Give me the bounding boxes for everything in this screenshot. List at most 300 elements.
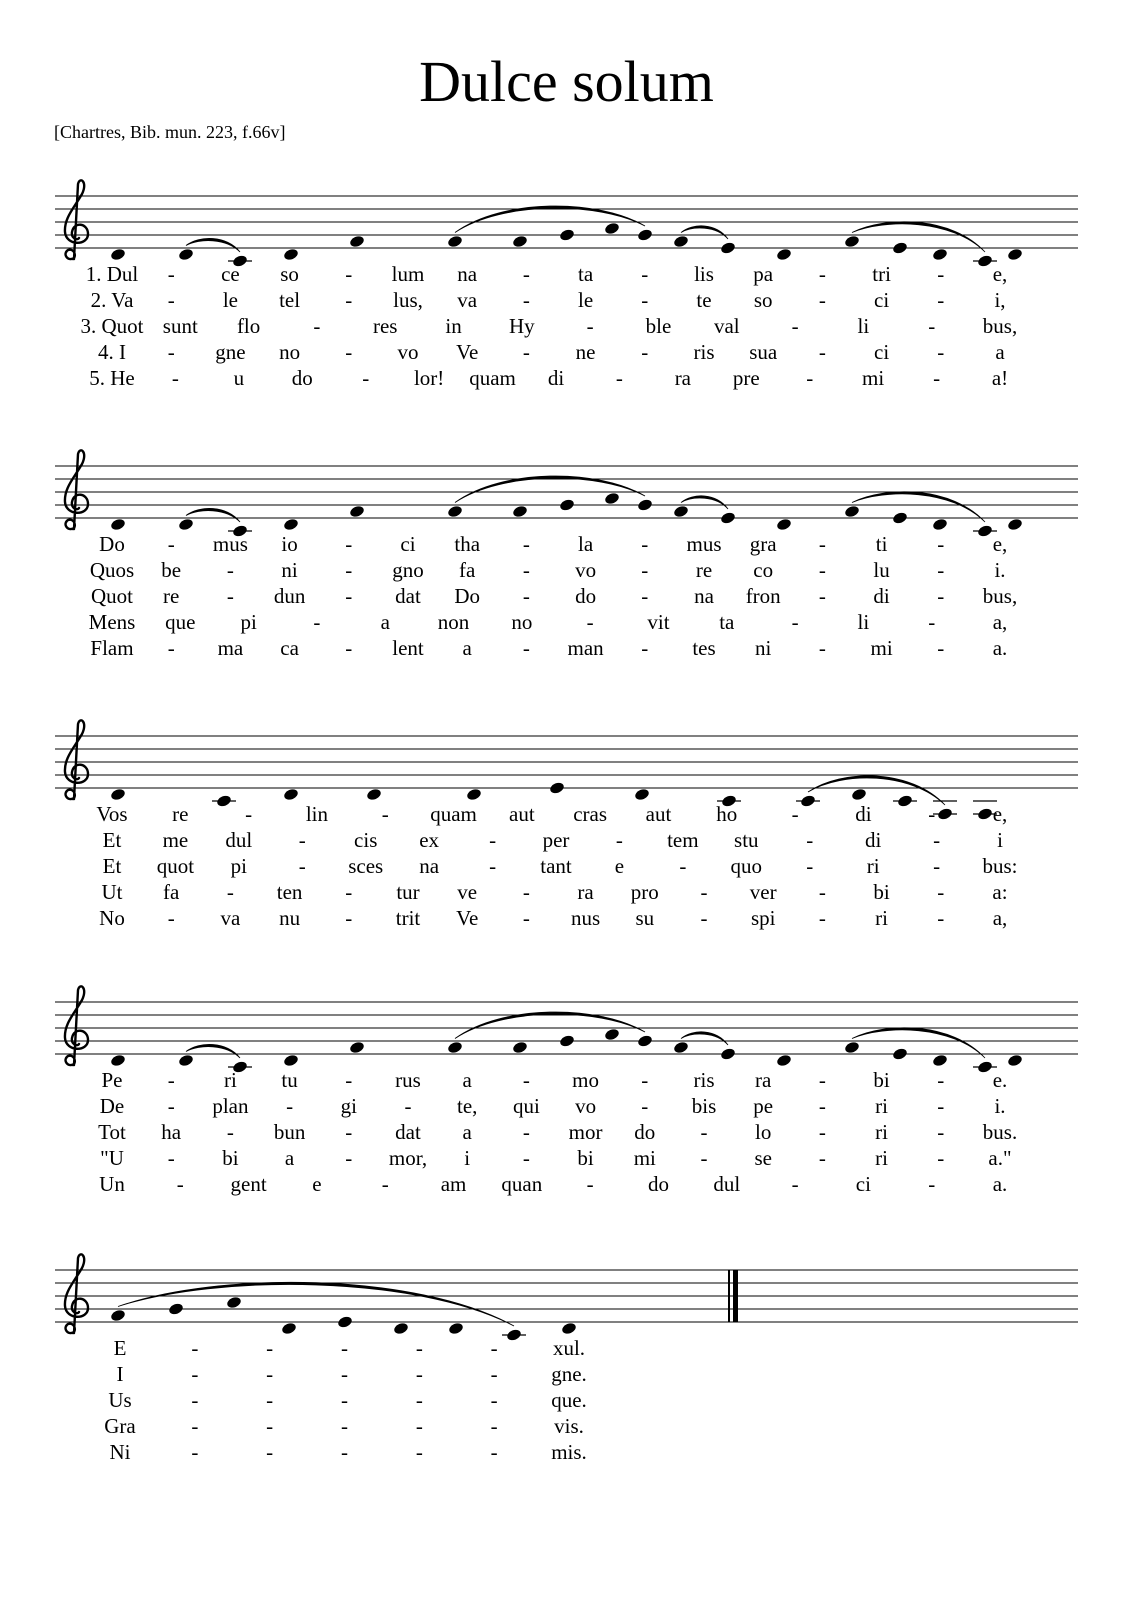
final-barline: [733, 1270, 738, 1322]
syllable-hyphen: -: [615, 828, 623, 852]
syllable-hyphen: -: [226, 584, 234, 608]
syllable-hyphen: -: [490, 1336, 498, 1360]
lyric-syllable: pi: [230, 854, 248, 878]
lyric-syllable: mi: [862, 366, 885, 390]
lyric-syllable: Quot: [91, 584, 133, 608]
lyric-syllable: ni: [281, 558, 298, 582]
syllable-hyphen: -: [933, 366, 941, 390]
lyric-syllable: gra: [749, 532, 777, 556]
lyric-syllable: e: [614, 854, 625, 878]
lyric-syllable: lo: [755, 1120, 772, 1144]
lyric-syllable: le: [222, 288, 238, 312]
syllable-hyphen: -: [167, 532, 175, 556]
syllable-hyphen: -: [191, 1388, 199, 1412]
lyric-syllable: flo: [236, 314, 261, 338]
lyric-syllable: 1. Dul: [85, 262, 139, 286]
syllable-hyphen: -: [345, 584, 353, 608]
note-head: [604, 491, 621, 505]
syllable-hyphen: -: [313, 610, 321, 634]
note-head: [168, 1302, 185, 1316]
lyric-syllable: na: [457, 262, 478, 286]
treble-clef: [65, 986, 88, 1065]
lyric-syllable: dun: [273, 584, 306, 608]
syllable-hyphen: -: [191, 1336, 199, 1360]
lyric-syllable: lu: [873, 558, 890, 582]
syllable-hyphen: -: [928, 610, 936, 634]
lyric-syllable: a!: [991, 366, 1009, 390]
syllable-hyphen: -: [806, 854, 814, 878]
lyric-syllable: Hy: [509, 314, 535, 338]
slur: [186, 508, 240, 522]
syllable-hyphen: -: [341, 1388, 348, 1412]
syllable-hyphen: -: [415, 1440, 423, 1464]
note-head: [110, 517, 127, 531]
note-head: [637, 228, 654, 242]
lyric-syllable: 4. I: [98, 340, 126, 364]
lyric-syllable: vo: [575, 1094, 597, 1118]
syllable-hyphen: -: [345, 532, 353, 556]
syllable-hyphen: -: [586, 610, 594, 634]
syllable-hyphen: -: [226, 880, 234, 904]
syllable-hyphen: -: [345, 906, 353, 930]
note-head: [337, 1315, 354, 1329]
lyric-syllable: di: [864, 828, 882, 852]
syllable-hyphen: -: [345, 340, 353, 364]
lyric-syllable: u: [233, 366, 245, 390]
syllable-hyphen: -: [818, 906, 826, 930]
lyric-syllable: gno: [392, 558, 424, 582]
note-head: [851, 787, 868, 801]
lyric-syllable: do: [634, 1120, 656, 1144]
lyric-syllable: lent: [392, 636, 424, 660]
lyric-syllable: mor,: [388, 1146, 428, 1170]
lyric-syllable: ca: [280, 636, 299, 660]
syllable-hyphen: -: [345, 1120, 353, 1144]
syllable-hyphen: -: [641, 262, 649, 286]
syllable-hyphen: -: [522, 1120, 530, 1144]
lyric-syllable: dul: [225, 828, 253, 852]
staff-system: [55, 720, 1078, 930]
note-head: [800, 794, 817, 808]
note-head: [512, 504, 529, 518]
syllable-hyphen: -: [641, 532, 649, 556]
syllable-hyphen: -: [818, 1120, 826, 1144]
lyric-syllable: tes: [692, 636, 716, 660]
syllable-hyphen: -: [345, 1068, 353, 1092]
slur: [852, 492, 985, 522]
syllable-hyphen: -: [404, 1094, 412, 1118]
syllable-hyphen: -: [806, 828, 814, 852]
note-head: [932, 247, 949, 261]
syllable-hyphen: -: [415, 1336, 423, 1360]
note-head: [447, 234, 464, 248]
note-head: [283, 517, 300, 531]
note-head: [673, 504, 690, 518]
note-head: [366, 787, 383, 801]
note-head: [110, 247, 127, 261]
lyric-syllable: lum: [391, 262, 425, 286]
lyric-syllable: so: [753, 288, 773, 312]
lyric-syllable: ra: [577, 880, 594, 904]
lyric-syllable: ra: [674, 366, 692, 390]
lyric-syllable: pro: [630, 880, 659, 904]
lyric-syllable: quam: [469, 366, 516, 390]
lyric-syllable: dat: [395, 584, 421, 608]
syllable-hyphen: -: [522, 1146, 530, 1170]
lyric-syllable: su: [635, 906, 655, 930]
lyric-syllable: a,: [992, 906, 1008, 930]
note-head: [349, 504, 366, 518]
syllable-hyphen: -: [490, 1440, 498, 1464]
lyric-syllable: tri: [872, 262, 891, 286]
lyric-syllable: ni: [755, 636, 772, 660]
syllable-hyphen: -: [167, 636, 175, 660]
lyric-syllable: Quos: [89, 558, 135, 582]
lyric-syllable: tha: [454, 532, 481, 556]
lyric-syllable: ten: [276, 880, 303, 904]
source-citation: [Chartres, Bib. mun. 223, f.66v]: [54, 122, 286, 142]
note-head: [720, 241, 737, 255]
lyric-syllable: a.": [988, 1146, 1012, 1170]
lyric-syllable: pa: [753, 262, 774, 286]
slur: [852, 1028, 985, 1058]
syllable-hyphen: -: [641, 340, 649, 364]
syllable-hyphen: -: [615, 366, 623, 390]
syllable-hyphen: -: [167, 1146, 175, 1170]
syllable-hyphen: -: [818, 1146, 826, 1170]
syllable-hyphen: -: [700, 1146, 708, 1170]
syllable-hyphen: -: [586, 314, 594, 338]
lyric-syllable: res: [372, 314, 398, 338]
lyric-syllable: di: [855, 802, 872, 826]
syllable-hyphen: -: [191, 1440, 199, 1464]
note-head: [110, 787, 127, 801]
lyric-syllable: lus,: [393, 288, 423, 312]
page-title: Dulce solum: [419, 49, 714, 114]
note-head: [776, 517, 793, 531]
syllable-hyphen: -: [700, 906, 708, 930]
lyric-syllable: rus: [395, 1068, 421, 1092]
lyric-syllable: lis: [694, 262, 714, 286]
lyric-syllable: e.: [992, 1068, 1008, 1092]
note-head: [178, 517, 195, 531]
note-head: [281, 1321, 298, 1335]
syllable-hyphen: -: [937, 584, 945, 608]
lyric-syllable: que: [165, 610, 196, 634]
lyric-syllable: ta: [719, 610, 735, 634]
syllable-hyphen: -: [266, 1336, 274, 1360]
note-head: [466, 787, 483, 801]
note-head: [559, 1034, 576, 1048]
lyric-syllable: na: [419, 854, 440, 878]
syllable-hyphen: -: [226, 558, 234, 582]
syllable-hyphen: -: [937, 1120, 945, 1144]
staff-system: [55, 450, 1078, 660]
lyric-syllable: a.: [992, 1172, 1008, 1196]
syllable-hyphen: -: [522, 906, 530, 930]
lyric-syllable: I: [116, 1362, 124, 1386]
syllable-hyphen: -: [341, 1336, 348, 1360]
syllable-hyphen: -: [167, 1094, 175, 1118]
syllable-hyphen: -: [818, 288, 826, 312]
lyric-syllable: io: [281, 532, 298, 556]
lyric-syllable: gne: [215, 340, 246, 364]
note-head: [349, 1040, 366, 1054]
lyric-syllable: spi: [750, 906, 776, 930]
note-head: [1007, 247, 1024, 261]
lyric-syllable: non: [437, 610, 470, 634]
syllable-hyphen: -: [522, 288, 530, 312]
syllable-hyphen: -: [641, 584, 649, 608]
syllable-hyphen: -: [490, 1388, 498, 1412]
syllable-hyphen: -: [928, 314, 936, 338]
lyric-syllable: ce: [221, 262, 240, 286]
lyric-syllable: pi: [240, 610, 257, 634]
syllable-hyphen: -: [362, 366, 370, 390]
syllable-hyphen: -: [791, 802, 799, 826]
lyric-syllable: dat: [395, 1120, 421, 1144]
lyric-syllable: di: [547, 366, 565, 390]
syllable-hyphen: -: [791, 314, 799, 338]
syllable-hyphen: -: [381, 1172, 389, 1196]
lyric-syllable: De: [99, 1094, 125, 1118]
syllable-hyphen: -: [928, 802, 936, 826]
lyric-syllable: la: [578, 532, 594, 556]
note-head: [559, 498, 576, 512]
note-head: [932, 517, 949, 531]
lyric-syllable: na: [694, 584, 714, 608]
lyric-syllable: vo: [397, 340, 419, 364]
lyric-syllable: ver: [749, 880, 777, 904]
lyric-syllable: xul.: [552, 1336, 586, 1360]
note-head: [673, 234, 690, 248]
syllable-hyphen: -: [818, 558, 826, 582]
lyric-syllable: No: [99, 906, 125, 930]
lyric-syllable: stu: [734, 828, 759, 852]
staff-system: [55, 986, 1078, 1196]
syllable-hyphen: -: [266, 1362, 274, 1386]
lyric-syllable: bus,: [982, 584, 1018, 608]
lyric-syllable: nu: [279, 906, 301, 930]
syllable-hyphen: -: [933, 854, 941, 878]
syllable-hyphen: -: [415, 1414, 423, 1438]
lyric-syllable: am: [440, 1172, 467, 1196]
lyric-syllable: mus: [686, 532, 722, 556]
lyric-syllable: gne.: [551, 1362, 587, 1386]
syllable-hyphen: -: [266, 1414, 274, 1438]
syllable-hyphen: -: [522, 262, 530, 286]
lyric-syllable: ne: [575, 340, 596, 364]
lyric-syllable: Do: [99, 532, 125, 556]
syllable-hyphen: -: [167, 288, 175, 312]
note-head: [892, 511, 909, 525]
lyric-syllable: fa: [163, 880, 180, 904]
note-head: [447, 1040, 464, 1054]
syllable-hyphen: -: [937, 532, 945, 556]
syllable-hyphen: -: [415, 1388, 423, 1412]
lyric-syllable: ci: [874, 288, 890, 312]
lyric-syllable: vo: [575, 558, 597, 582]
lyric-syllable: 3. Quot: [80, 314, 144, 338]
syllable-hyphen: -: [791, 610, 799, 634]
lyric-syllable: mi: [870, 636, 893, 660]
note-head: [512, 1040, 529, 1054]
lyric-syllable: e,: [992, 532, 1008, 556]
lyric-syllable: re: [695, 558, 713, 582]
lyric-syllable: no: [511, 610, 533, 634]
note-head: [932, 1053, 949, 1067]
lyric-syllable: ri: [875, 906, 889, 930]
syllable-hyphen: -: [937, 1068, 945, 1092]
slur: [186, 238, 240, 252]
lyric-syllable: ble: [645, 314, 672, 338]
lyric-syllable: sces: [348, 854, 384, 878]
lyric-syllable: qui: [512, 1094, 540, 1118]
syllable-hyphen: -: [522, 558, 530, 582]
slur: [186, 1044, 240, 1058]
syllable-hyphen: -: [818, 1094, 826, 1118]
note-head: [178, 1053, 195, 1067]
note-head: [604, 1027, 621, 1041]
syllable-hyphen: -: [586, 1172, 594, 1196]
lyric-syllable: tel: [279, 288, 301, 312]
syllable-hyphen: -: [191, 1362, 199, 1386]
syllable-hyphen: -: [818, 1068, 826, 1092]
syllable-hyphen: -: [700, 1120, 708, 1144]
note-head: [447, 504, 464, 518]
lyric-syllable: bus.: [982, 1120, 1018, 1144]
lyric-syllable: pre: [732, 366, 760, 390]
syllable-hyphen: -: [489, 854, 497, 878]
lyric-syllable: Pe: [101, 1068, 123, 1092]
lyric-syllable: me: [162, 828, 189, 852]
syllable-hyphen: -: [341, 1414, 348, 1438]
lyric-syllable: a: [462, 1120, 472, 1144]
note-head: [634, 787, 651, 801]
note-head: [216, 794, 233, 808]
lyric-syllable: Gra: [104, 1414, 136, 1438]
lyric-syllable: bi: [873, 880, 890, 904]
lyric-syllable: Ve: [456, 340, 479, 364]
note-head: [892, 241, 909, 255]
syllable-hyphen: -: [341, 1440, 348, 1464]
syllable-hyphen: -: [167, 340, 175, 364]
lyric-syllable: so: [280, 262, 299, 286]
syllable-hyphen: -: [191, 1414, 199, 1438]
lyric-syllable: do: [575, 584, 597, 608]
lyric-syllable: lin: [305, 802, 329, 826]
lyric-syllable: ri: [875, 1094, 889, 1118]
syllable-hyphen: -: [522, 584, 530, 608]
lyric-syllable: ma: [217, 636, 244, 660]
lyric-syllable: Et: [102, 828, 122, 852]
slur: [681, 496, 728, 509]
staff-system: [55, 1254, 1078, 1464]
note-head: [1007, 1053, 1024, 1067]
lyric-syllable: Tot: [98, 1120, 126, 1144]
syllable-hyphen: -: [226, 1120, 234, 1144]
lyric-syllable: ha: [161, 1120, 182, 1144]
lyric-syllable: e,: [992, 802, 1008, 826]
lyric-syllable: ci: [400, 532, 416, 556]
lyric-syllable: tem: [667, 828, 699, 852]
syllable-hyphen: -: [818, 532, 826, 556]
lyric-syllable: a:: [992, 880, 1008, 904]
note-head: [937, 807, 954, 821]
lyric-syllable: Mens: [88, 610, 136, 634]
syllable-hyphen: -: [522, 880, 530, 904]
lyric-syllable: le: [578, 288, 594, 312]
lyric-syllable: tu: [281, 1068, 298, 1092]
lyric-syllable: a,: [992, 610, 1008, 634]
syllable-hyphen: -: [641, 636, 649, 660]
lyric-syllable: a: [462, 636, 472, 660]
note-head: [844, 504, 861, 518]
lyric-syllable: bis: [691, 1094, 717, 1118]
lyric-syllable: a: [284, 1146, 295, 1170]
syllable-hyphen: -: [937, 340, 945, 364]
lyric-syllable: gi: [340, 1094, 357, 1118]
lyric-syllable: co: [753, 558, 774, 582]
note-head: [110, 1053, 127, 1067]
lyric-syllable: Vos: [96, 802, 128, 826]
syllable-hyphen: -: [522, 340, 530, 364]
lyric-syllable: nus: [571, 906, 601, 930]
note-head: [720, 511, 737, 525]
syllable-hyphen: -: [415, 1362, 423, 1386]
syllable-hyphen: -: [345, 558, 353, 582]
lyric-syllable: Un: [99, 1172, 125, 1196]
syllable-hyphen: -: [522, 1068, 530, 1092]
lyric-syllable: i: [997, 828, 1003, 852]
lyric-syllable: que.: [551, 1388, 587, 1412]
lyric-syllable: dul: [713, 1172, 741, 1196]
lyric-syllable: a.: [992, 636, 1008, 660]
note-head: [977, 524, 994, 538]
lyric-syllable: bi: [222, 1146, 239, 1170]
syllable-hyphen: -: [791, 1172, 799, 1196]
syllable-hyphen: -: [818, 340, 826, 364]
lyric-syllable: bus,: [982, 314, 1018, 338]
note-head: [720, 1047, 737, 1061]
note-head: [561, 1321, 578, 1335]
note-head: [448, 1321, 465, 1335]
lyric-syllable: ti: [875, 532, 888, 556]
lyric-syllable: mor: [568, 1120, 603, 1144]
note-head: [559, 228, 576, 242]
note-head: [897, 794, 914, 808]
syllable-hyphen: -: [345, 288, 353, 312]
lyric-syllable: fa: [459, 558, 476, 582]
note-head: [226, 1295, 243, 1309]
syllable-hyphen: -: [266, 1388, 274, 1412]
lyric-syllable: Ve: [456, 906, 479, 930]
lyric-syllable: ri: [875, 1120, 889, 1144]
lyric-syllable: val: [713, 314, 740, 338]
lyric-syllable: ris: [693, 340, 715, 364]
note-head: [549, 781, 566, 795]
lyric-syllable: di: [873, 584, 890, 608]
syllable-hyphen: -: [167, 906, 175, 930]
lyric-syllable: "U: [100, 1146, 124, 1170]
lyric-syllable: be: [161, 558, 182, 582]
lyric-syllable: e,: [992, 262, 1008, 286]
lyric-syllable: a: [462, 1068, 472, 1092]
lyric-syllable: lor!: [413, 366, 445, 390]
syllable-hyphen: -: [286, 1094, 294, 1118]
lyric-syllable: quot: [156, 854, 195, 878]
syllable-hyphen: -: [641, 1094, 649, 1118]
